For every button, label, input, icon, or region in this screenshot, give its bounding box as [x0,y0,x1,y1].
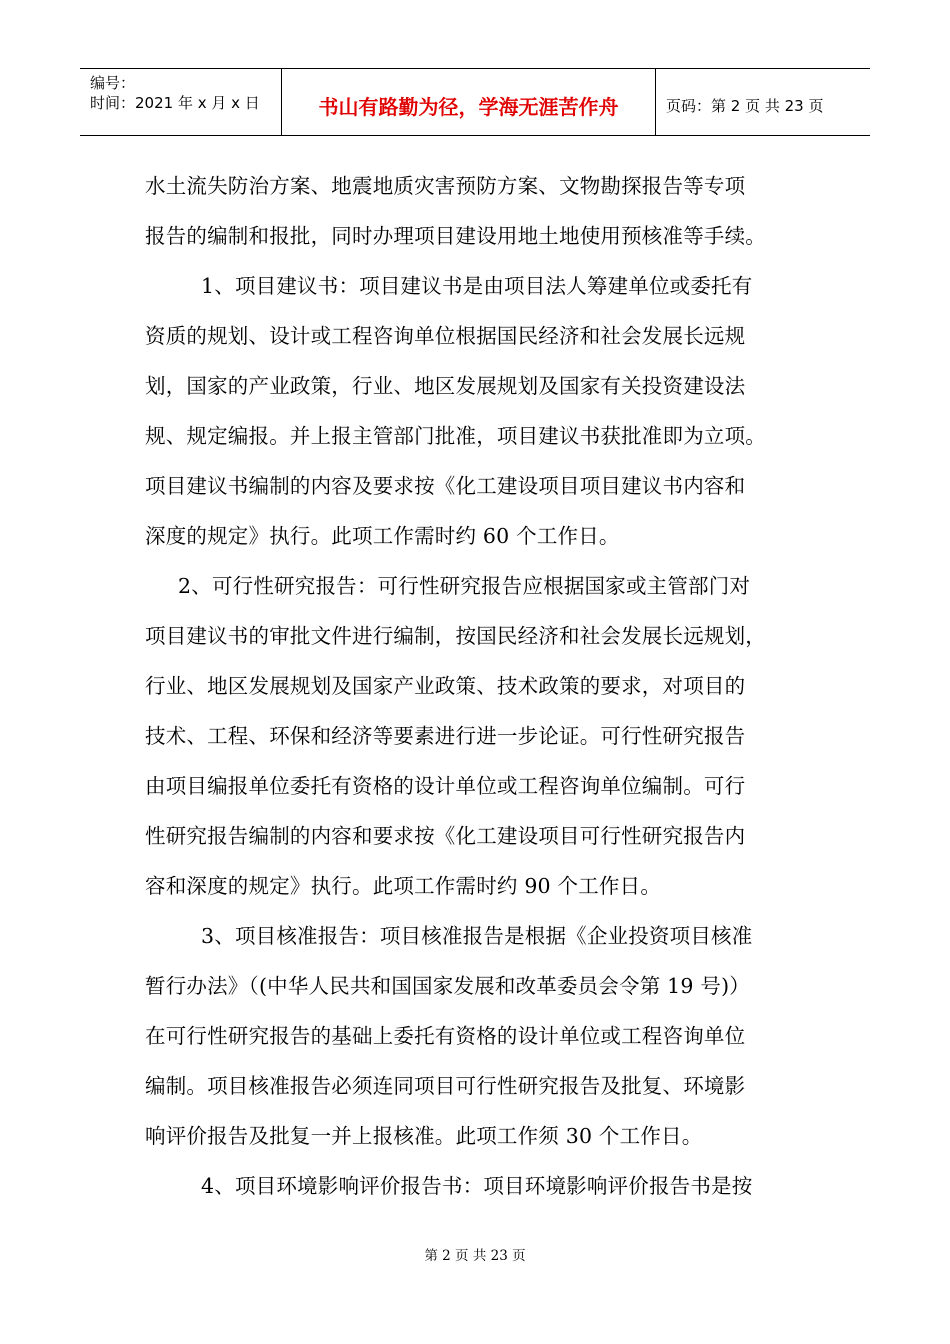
body-line: 暂行办法》（(中华人民共和国国家发展和改革委员会令第 19 号)） [145,974,750,998]
page-header [80,68,870,136]
header-motto: 书山有路勤为径，学海无涯苦作舟 [282,69,656,135]
body-line: 报告的编制和报批，同时办理项目建设用地土地使用预核准等手续。 [145,224,766,248]
body-line: 由项目编报单位委托有资格的设计单位或工程咨询单位编制。可行 [145,774,746,798]
body-line: 在可行性研究报告的基础上委托有资格的设计单位或工程咨询单位 [145,1024,746,1048]
body-line: 行业、地区发展规划及国家产业政策、技术政策的要求，对项目的 [145,674,746,698]
document-time-label: 时间：2021 年 x 月 x 日 [90,94,260,112]
body-line: 1、项目建议书：项目建议书是由项目法人筹建单位或委托有 [201,274,753,298]
body-line: 项目建议书编制的内容及要求按《化工建设项目项目建议书内容和 [145,474,746,498]
body-line: 深度的规定》执行。此项工作需时约 60 个工作日。 [145,524,620,548]
body-line: 规、规定编报。并上报主管部门批准，项目建议书获批准即为立项。 [145,424,766,448]
document-number-label: 编号： [90,74,136,92]
body-line: 3、项目核准报告：项目核准报告是根据《企业投资项目核准 [201,924,753,948]
body-line: 资质的规划、设计或工程咨询单位根据国民经济和社会发展长远规 [145,324,746,348]
body-line: 水土流失防治方案、地震地质灾害预防方案、文物勘探报告等专项 [145,174,746,198]
body-line: 划，国家的产业政策，行业、地区发展规划及国家有关投资建设法 [145,374,746,398]
body-line: 项目建议书的审批文件进行编制，按国民经济和社会发展长远规划， [145,624,766,648]
body-line: 响评价报告及批复一并上报核准。此项工作须 30 个工作日。 [145,1124,703,1148]
header-page-info: 页码：第 2 页 共 23 页 [666,96,824,115]
body-line: 技术、工程、环保和经济等要素进行进一步论证。可行性研究报告 [145,724,746,748]
body-line: 性研究报告编制的内容和要求按《化工建设项目可行性研究报告内 [145,824,746,848]
header-meta-cell [80,69,282,135]
body-line: 编制。项目核准报告必须连同项目可行性研究报告及批复、环境影 [145,1074,746,1098]
body-line: 2、可行性研究报告：可行性研究报告应根据国家或主管部门对 [178,574,751,598]
page-footer: 第 2 页 共 23 页 [424,1248,526,1264]
body-line: 容和深度的规定》执行。此项工作需时约 90 个工作日。 [145,874,662,898]
document-body [145,166,810,1216]
body-line: 4、项目环境影响评价报告书：项目环境影响评价报告书是按 [201,1174,753,1198]
